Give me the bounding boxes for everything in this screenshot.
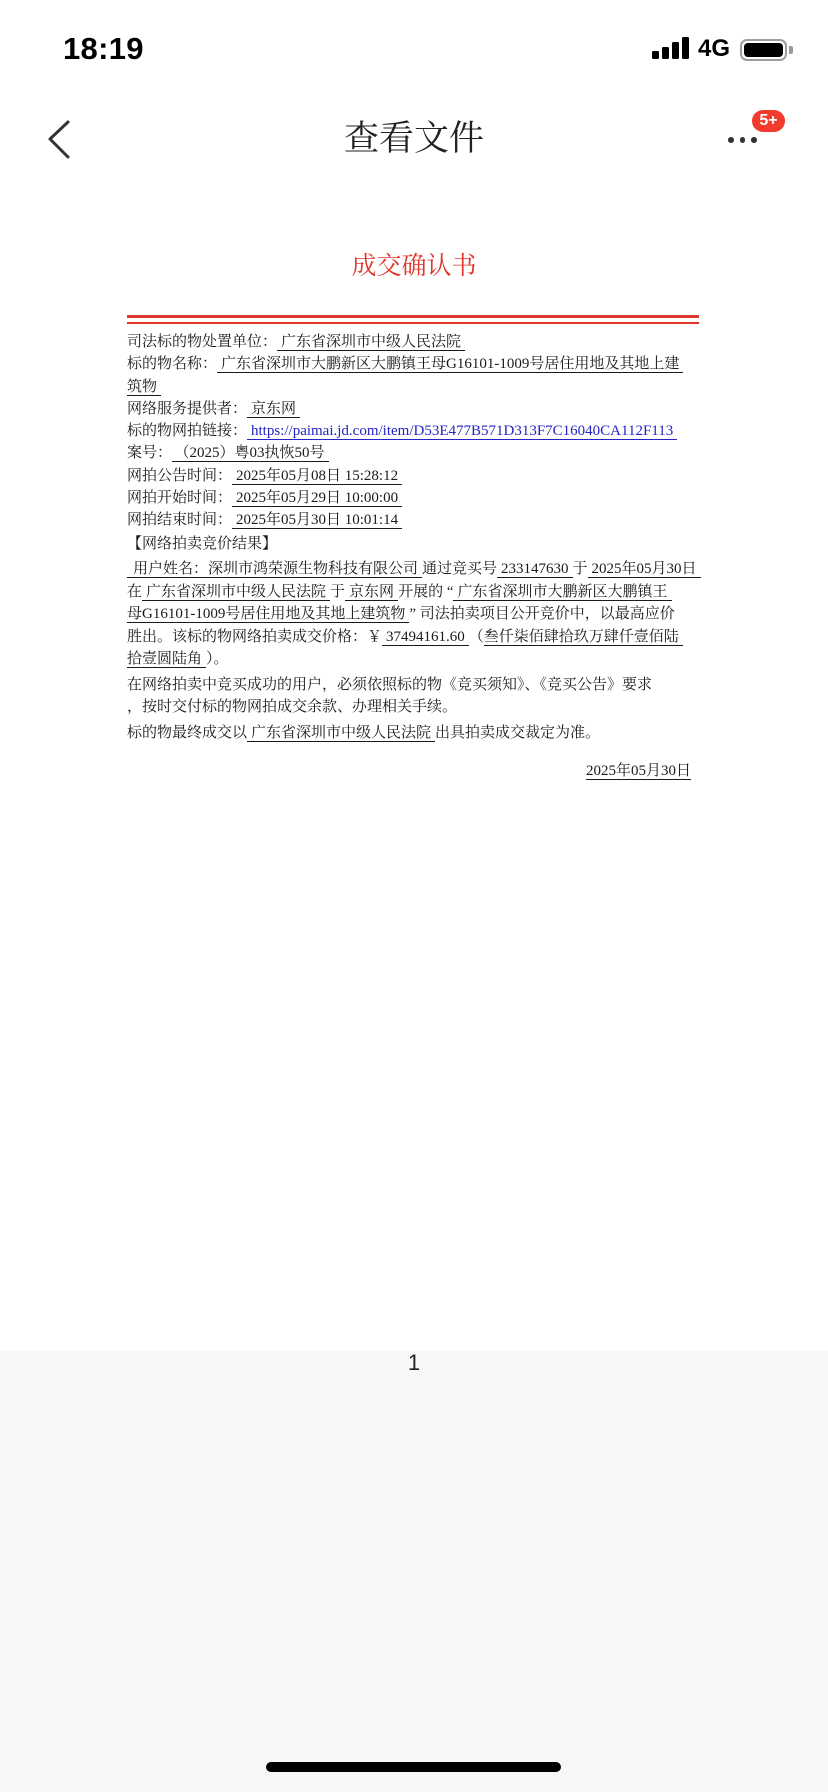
title-rule-top	[127, 315, 699, 318]
result-text: 于	[572, 561, 588, 577]
bid-number: 233147630	[497, 561, 573, 578]
field-label: 标的物网拍链接：	[127, 423, 248, 439]
document-date-value: 2025年05月30日	[585, 763, 691, 779]
deal-price-words: 叁仟柒佰肆拾玖万肆仟壹佰陆	[484, 629, 683, 646]
battery-full-icon	[740, 39, 787, 61]
notice-paragraph	[127, 674, 652, 718]
signal-bar	[662, 47, 669, 59]
deal-price-words: 拾壹圆陆角	[127, 651, 206, 668]
result-line	[127, 648, 701, 671]
document-fields	[127, 331, 683, 531]
field-service-provider	[127, 398, 683, 420]
field-value: 2025年05月29日 10:00:00	[232, 490, 402, 507]
page-title: 查看文件	[343, 119, 484, 158]
object-name: 广东省深圳市大鹏新区大鹏镇王	[453, 584, 671, 601]
platform-name: 京东网	[345, 584, 398, 601]
deal-date: 2025年05月30日	[588, 561, 701, 578]
field-value: （2025）粤03执恢50号	[172, 445, 329, 462]
field-value: 京东网	[247, 401, 300, 418]
field-value: 广东省深圳市大鹏新区大鹏镇王母G16101-1009号居住用地及其地上建	[217, 356, 683, 373]
result-text: ” 司法拍卖项目公开竞价中，以最高应价	[409, 606, 675, 622]
auction-link[interactable]: https://paimai.jd.com/item/D53E477B571D313F7C16040CA112F113	[247, 423, 677, 440]
field-label: 网络服务提供者：	[127, 400, 248, 417]
battery-cap	[789, 46, 793, 54]
field-object-name	[127, 353, 683, 375]
signal-bar	[682, 37, 689, 59]
final-statement	[127, 722, 600, 744]
field-auction-link	[127, 420, 683, 442]
field-announce-time	[127, 465, 683, 487]
field-value: 2025年05月30日 10:01:14	[232, 512, 402, 529]
result-line	[127, 626, 701, 649]
notification-badge: 5+	[752, 110, 785, 132]
more-dots-icon	[728, 137, 734, 143]
status-time: 18:19	[63, 31, 144, 66]
object-name: 母G16101-1009号居住用地及其地上建筑物	[127, 606, 409, 623]
field-label: 案号：	[127, 445, 173, 462]
field-disposal-unit	[127, 331, 683, 353]
result-text: （	[468, 628, 484, 645]
result-line	[127, 603, 701, 626]
result-text: ）。	[206, 651, 229, 667]
result-text: 开展的 “	[398, 583, 454, 600]
result-text: 胜出。该标的物网络拍卖成交价格：￥	[127, 628, 383, 645]
signal-bar	[672, 42, 679, 59]
more-dots-icon	[740, 137, 746, 143]
final-text: 出具拍卖成交裁定为准。	[435, 725, 601, 741]
field-value: 筑物	[127, 379, 161, 396]
signal-bar	[652, 51, 659, 59]
title-rule-bottom	[127, 322, 699, 324]
buyer-name: 用户姓名：深圳市鸿荣源生物科技有限公司	[127, 561, 422, 578]
field-value: 广东省深圳市中级人民法院	[277, 334, 465, 351]
court-name: 广东省深圳市中级人民法院	[247, 725, 435, 742]
viewer-background	[0, 1351, 828, 1792]
result-paragraph	[127, 558, 701, 671]
court-name: 广东省深圳市中级人民法院	[142, 584, 330, 601]
more-dots-icon	[751, 137, 757, 143]
field-start-time	[127, 487, 683, 509]
final-text: 标的物最终成交以	[127, 725, 248, 741]
home-indicator[interactable]	[266, 1762, 561, 1772]
field-value: 2025年05月08日 15:28:12	[232, 468, 402, 485]
document-title: 成交确认书	[351, 252, 477, 280]
field-object-name-continued	[127, 376, 683, 398]
field-label: 网拍公告时间：	[127, 467, 233, 484]
network-type: 4G	[698, 35, 731, 62]
field-label: 司法标的物处置单位：	[127, 334, 278, 350]
cellular-signal-icon	[652, 37, 690, 59]
document-date	[586, 760, 691, 782]
result-line	[127, 581, 701, 604]
field-label: 网拍结束时间：	[127, 512, 233, 528]
result-text: 于	[330, 583, 346, 600]
page-number: 1	[407, 1350, 421, 1375]
deal-price: 37494161.60	[382, 629, 469, 646]
result-text: 通过竞买号	[422, 561, 498, 577]
field-label: 标的物名称：	[127, 356, 218, 373]
field-end-time	[127, 509, 683, 531]
notice-line: ，按时交付标的物网拍成交余款、办理相关手续。	[127, 699, 458, 715]
battery-level-fill	[744, 43, 783, 57]
result-line	[127, 558, 701, 581]
field-case-number	[127, 442, 683, 464]
notice-line: 在网络拍卖中竞买成功的用户，必须依照标的物《竞买须知》、《竞买公告》要求	[127, 677, 653, 693]
field-label: 网拍开始时间：	[127, 489, 233, 506]
result-heading: 【网络拍卖竞价结果】	[127, 536, 278, 552]
result-text: 在	[127, 583, 143, 600]
